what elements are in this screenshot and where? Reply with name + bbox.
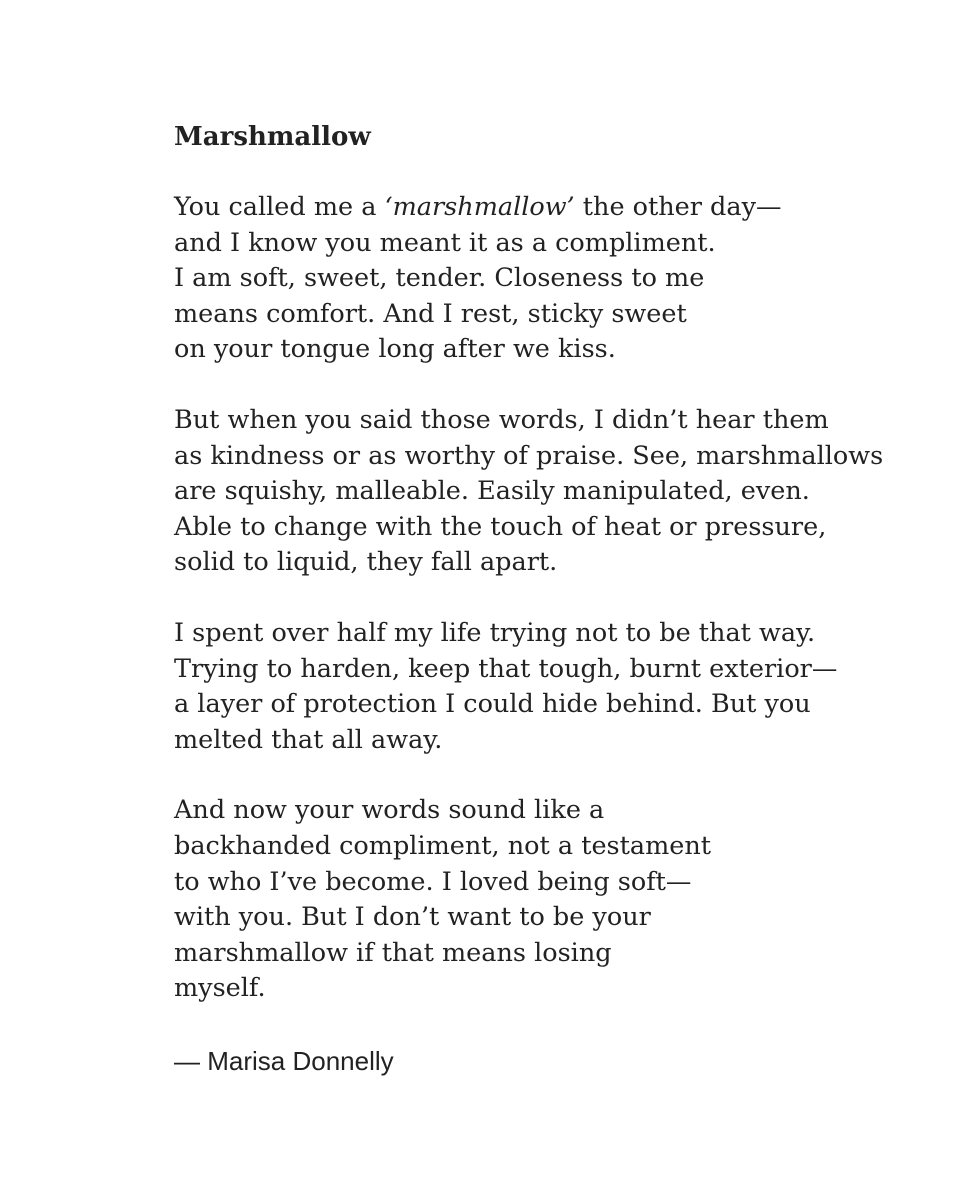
line-text: the other day— xyxy=(574,192,782,222)
poem-line: myself. xyxy=(174,973,266,1004)
poem-title: Marshmallow xyxy=(174,122,371,152)
poem-line: to who I’ve become. I loved being soft— xyxy=(174,866,692,897)
poem-line: But when you said those words, I didn’t hear them xyxy=(174,404,829,435)
poem-line: marshmallow if that means losing xyxy=(174,937,612,968)
poem-line: on your tongue long after we kiss. xyxy=(174,334,616,365)
poem xyxy=(174,119,934,1007)
poem-line: melted that all away. xyxy=(174,724,443,755)
stanza-1 xyxy=(174,190,934,368)
poem-line: backhanded compliment, not a testament xyxy=(174,830,712,861)
poem-line: means comfort. And I rest, sticky sweet xyxy=(174,298,687,329)
poem-line: as kindness or as worthy of praise. See, marshmallows xyxy=(174,440,884,471)
poem-line xyxy=(174,190,934,226)
poem-line: I spent over half my life trying not to be that way. xyxy=(174,617,816,648)
stanza-3 xyxy=(174,616,934,758)
poem-line: And now your words sound like a xyxy=(174,795,605,826)
line-text: You called me a xyxy=(174,192,385,222)
poem-line: solid to liquid, they fall apart. xyxy=(174,547,558,578)
poem-line: Able to change with the touch of heat or pressure, xyxy=(174,511,827,542)
stanza-2 xyxy=(174,403,934,581)
poem-line: with you. But I don’t want to be your xyxy=(174,902,651,933)
stanza-4 xyxy=(174,793,934,1007)
poem-line: Trying to harden, keep that tough, burnt exterior— xyxy=(174,653,838,684)
poem-line: I am soft, sweet, tender. Closeness to me xyxy=(174,263,705,294)
poem-line: are squishy, malleable. Easily manipulated, even. xyxy=(174,476,810,507)
poem-line: a layer of protection I could hide behind. But you xyxy=(174,689,811,720)
emphasized-word: ‘marshmallow’ xyxy=(384,192,575,222)
poem-line: and I know you meant it as a compliment. xyxy=(174,227,716,258)
author-attribution: — Marisa Donnelly xyxy=(174,1046,394,1076)
